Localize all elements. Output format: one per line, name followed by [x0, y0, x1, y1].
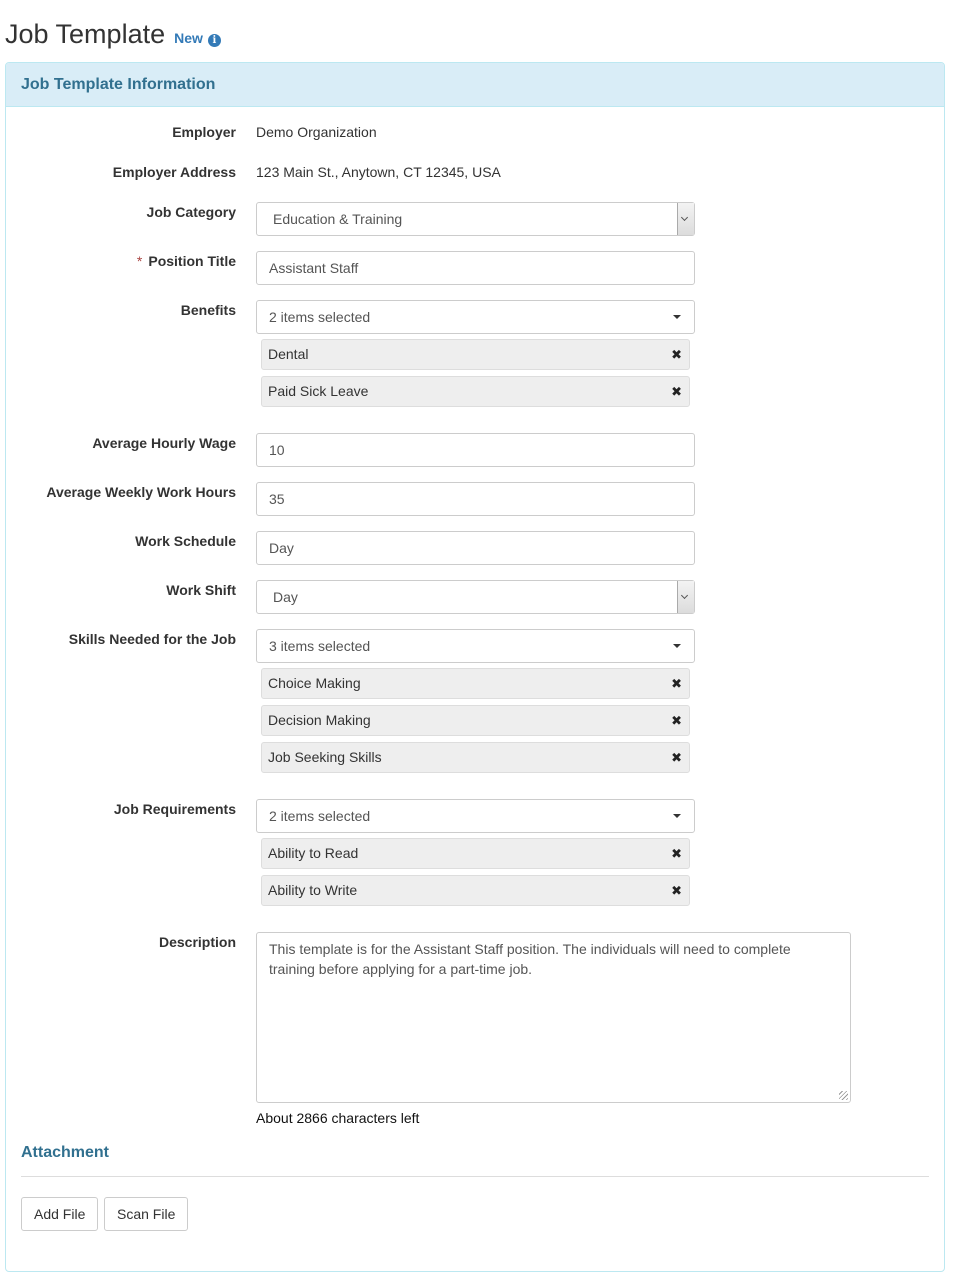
employer-address-value: 123 Main St., Anytown, CT 12345, USA [256, 164, 501, 180]
work-shift-select[interactable] [256, 580, 695, 614]
remove-icon[interactable]: ✖ [671, 846, 682, 861]
remove-icon[interactable]: ✖ [671, 713, 682, 728]
page-title: Job Template [5, 19, 166, 49]
tag-label: Job Seeking Skills [268, 749, 382, 765]
benefits-multiselect[interactable] [256, 300, 695, 334]
requirements-multiselect[interactable] [256, 799, 695, 833]
caret-down-icon [673, 814, 681, 818]
benefits-summary: 2 items selected [269, 309, 371, 325]
benefit-tag [261, 376, 690, 407]
caret-down-icon [673, 644, 681, 648]
skill-tag [261, 705, 690, 736]
remove-icon[interactable]: ✖ [671, 750, 682, 765]
resize-handle-icon[interactable] [839, 1091, 848, 1100]
scan-file-button[interactable]: Scan File [104, 1197, 188, 1231]
char-count: About 2866 characters left [256, 1110, 420, 1126]
requirement-tag [261, 875, 690, 906]
description-text: This template is for the Assistant Staff position. The individuals will need to complete training before applying for a part-time job. [269, 941, 791, 977]
position-title-input[interactable]: Assistant Staff [256, 251, 695, 285]
add-file-button[interactable]: Add File [21, 1197, 98, 1231]
benefits-label: Benefits [180, 302, 236, 318]
tag-label: Ability to Write [268, 882, 358, 898]
tag-label: Paid Sick Leave [268, 383, 369, 399]
position-title-label [6, 253, 236, 269]
employer-address-label: Employer Address [112, 164, 236, 180]
chevron-down-icon[interactable] [677, 203, 694, 235]
remove-icon[interactable]: ✖ [671, 676, 682, 691]
employer-value: Demo Organization [256, 124, 377, 140]
employer-label: Employer [172, 124, 236, 140]
skills-multiselect[interactable] [256, 629, 695, 663]
description-textarea[interactable] [256, 932, 851, 1103]
job-category-select[interactable] [256, 202, 695, 236]
tag-label: Dental [268, 346, 309, 362]
work-shift-label: Work Shift [166, 582, 236, 598]
panel-heading [6, 63, 944, 107]
chevron-down-icon[interactable] [677, 581, 694, 613]
info-circle-icon[interactable]: i [208, 34, 221, 47]
requirement-tag [261, 838, 690, 869]
hourly-wage-input[interactable]: 10 [256, 433, 695, 467]
divider [21, 1176, 929, 1177]
skill-tag [261, 668, 690, 699]
weekly-hours-label: Average Weekly Work Hours [46, 484, 236, 500]
hourly-wage-label: Average Hourly Wage [92, 435, 236, 451]
work-schedule-label: Work Schedule [135, 533, 236, 549]
attachment-title: Attachment [21, 1144, 110, 1161]
position-title-label-text: Position Title [148, 253, 236, 269]
tag-label: Ability to Read [268, 845, 359, 861]
weekly-hours-input[interactable]: 35 [256, 482, 695, 516]
description-label: Description [158, 934, 236, 950]
job-category-label: Job Category [146, 204, 236, 220]
work-schedule-input[interactable]: Day [256, 531, 695, 565]
remove-icon[interactable]: ✖ [671, 883, 682, 898]
caret-down-icon [673, 315, 681, 319]
requirements-label: Job Requirements [113, 801, 236, 817]
skills-label: Skills Needed for the Job [68, 631, 236, 647]
tag-label: Choice Making [268, 675, 361, 691]
work-shift-value: Day [273, 589, 298, 605]
panel-title: Job Template Information [21, 76, 216, 93]
remove-icon[interactable]: ✖ [671, 384, 682, 399]
job-category-value: Education & Training [273, 211, 403, 227]
required-mark: * [136, 253, 143, 269]
tag-label: Decision Making [268, 712, 371, 728]
benefit-tag [261, 339, 690, 370]
requirements-summary: 2 items selected [269, 808, 371, 824]
skills-summary: 3 items selected [269, 638, 371, 654]
new-status-label: New [174, 30, 203, 46]
skill-tag [261, 742, 690, 773]
remove-icon[interactable]: ✖ [671, 347, 682, 362]
page-header [5, 16, 221, 52]
